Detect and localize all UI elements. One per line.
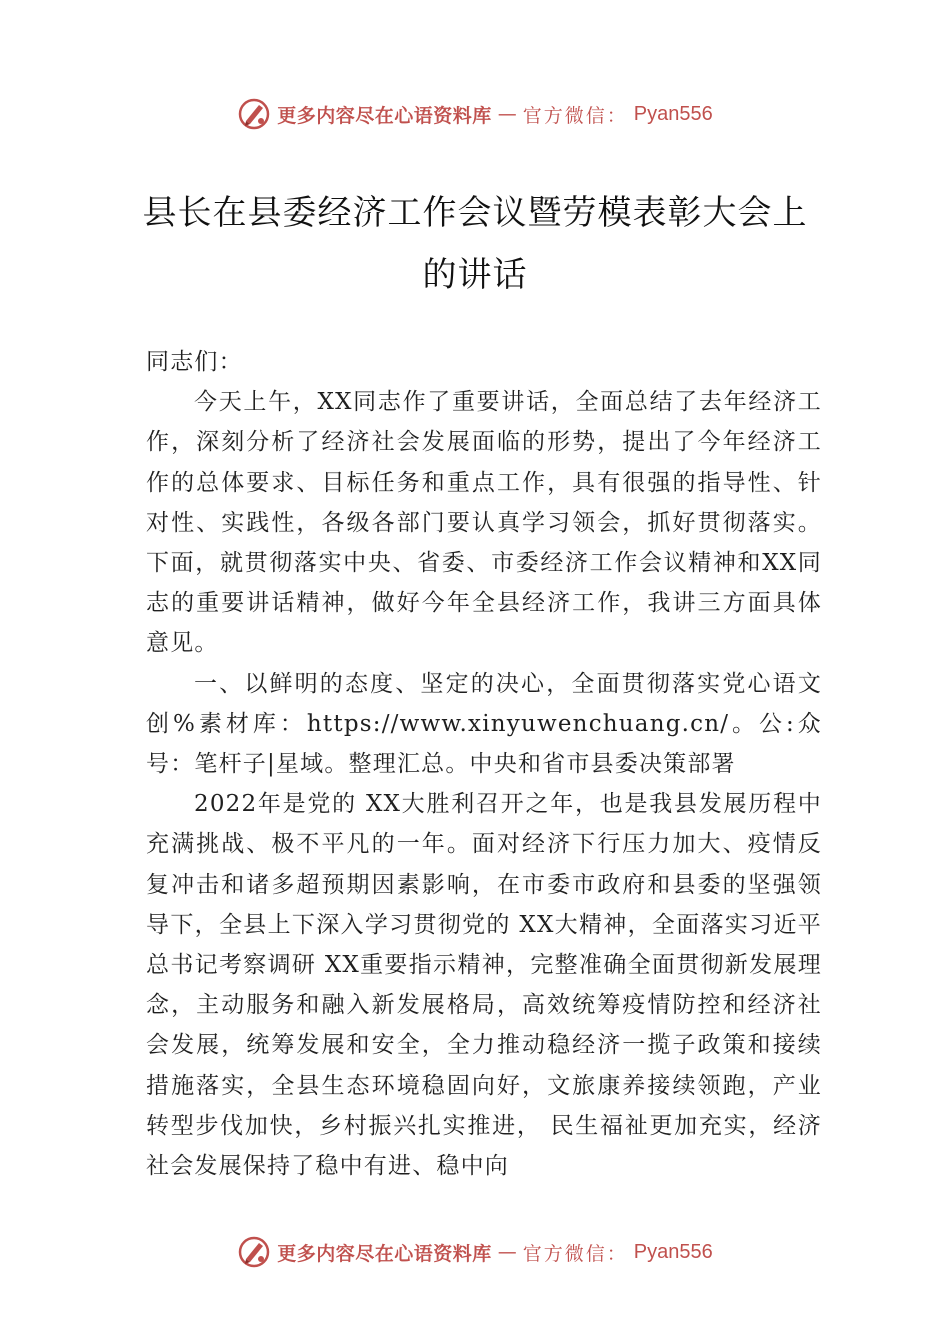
section-heading-paragraph: 一、以鲜明的态度、坚定的决心，全面贯彻落实党心语文创%素材库：https://www.xinyuwenchuang.cn/。公:众号：笔杆子|星域。整理汇总。中央和省市县委决策部署 xyxy=(146,670,822,778)
banner-brand-text: 更多内容尽在心语资料库 xyxy=(277,104,492,127)
banner-separator: — xyxy=(497,1241,517,1263)
banner-brand-text: 更多内容尽在心语资料库 xyxy=(277,1242,492,1265)
document-title: 县长在县委经济工作会议暨劳模表彰大会上的讲话 xyxy=(142,193,808,295)
banner-wechat-label: 官方微信： xyxy=(522,1242,628,1265)
body-paragraph: 今天上午，XX同志作了重要讲话，全面总结了去年经济工作，深刻分析了经济社会发展面临的形势，提出了今年经济工作的总体要求、目标任务和重点工作，具有很强的指导性、针对性、实践性，各级各部门要认真学习领会，抓好贯彻落实。下面，就贯彻落实中央、省委、市委经济工作会议精神和XX同志的重要讲话精神，做好今年全县经济工作，我讲三方面具体意见。 xyxy=(146,389,822,657)
body-paragraph: 2022年是党的 XX大胜利召开之年，也是我县发展历程中充满挑战、极不平凡的一年。面对经济下行压力加大、疫情反复冲击和诸多超预期因素影响，在市委市政府和县委的坚强领导下，全县上下深入学习贯彻党的 XX大精神，全面落实习近平总书记考察调研 XX重要指示精神，完整准确全面贯彻新发展理念，主动服务和融入新发展格局，高效统筹疫情防控和经济社会发展，统筹发展和安全，全力推动稳经济一揽子政策和接续措施落实，全县生态环境稳固向好，文旅康养接续领跑，产业转型步伐加快，乡村振兴扎实推进， 民生福祉更加充实，经济社会发展保持了稳中有进、稳中向 xyxy=(146,791,822,1180)
banner-account-id: Pyan556 xyxy=(633,102,713,125)
salutation: 同志们： xyxy=(146,349,243,375)
banner-account-id: Pyan556 xyxy=(633,1240,713,1263)
document-body xyxy=(146,342,822,1186)
header-watermark-banner xyxy=(0,94,950,134)
pen-logo-icon xyxy=(237,1235,271,1269)
footer-watermark-banner xyxy=(0,1232,950,1272)
banner-wechat-label: 官方微信： xyxy=(522,104,628,127)
pen-logo-icon xyxy=(237,97,271,131)
banner-separator: — xyxy=(497,103,517,125)
